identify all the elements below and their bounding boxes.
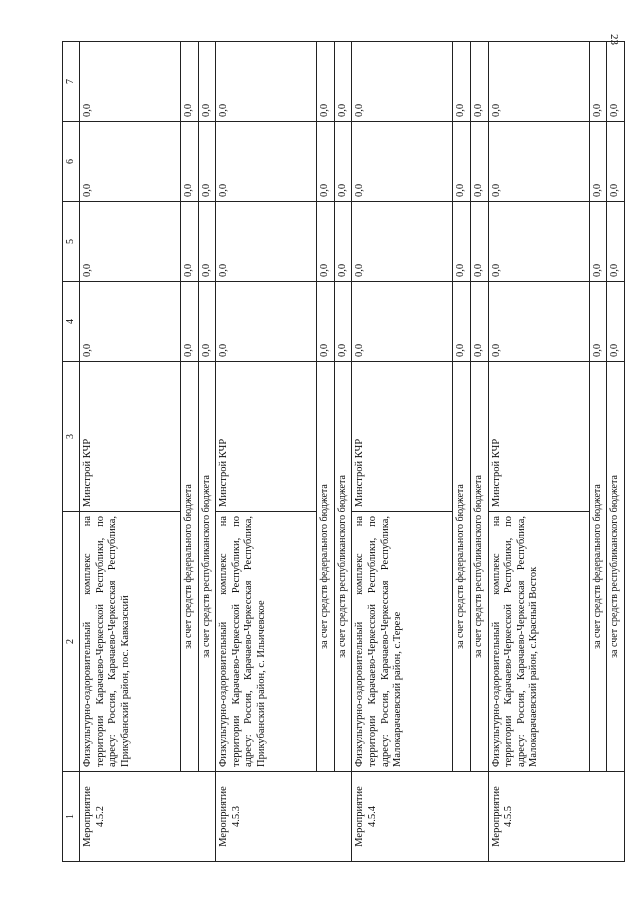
header-cell: 1 [63, 772, 80, 862]
measure-row [488, 42, 589, 862]
federal-budget-label: за счет средств федерального бюджета [453, 362, 471, 772]
value-cell: 0,0 [488, 202, 589, 282]
value-cell: 0,0 [216, 122, 317, 202]
value-cell: 0,0 [198, 202, 216, 282]
federal-budget-row [589, 42, 607, 862]
federal-budget-row [453, 42, 471, 862]
republican-budget-label: за счет средств республиканского бюджета [470, 362, 488, 772]
value-cell: 0,0 [470, 122, 488, 202]
value-cell: 0,0 [317, 42, 335, 122]
value-cell: 0,0 [352, 42, 453, 122]
measure-description-cell: Физкультурно-оздоровительный комплекс на территории Карачаево-Черкесской Республики, по адресу: Россия, Карачаево-Черкесская Республика, Малокарачаевский район, с.Терезе [352, 512, 453, 772]
value-cell: 0,0 [589, 42, 607, 122]
value-cell: 0,0 [80, 202, 181, 282]
federal-budget-label: за счет средств федерального бюджета [181, 362, 199, 772]
value-cell: 0,0 [334, 122, 352, 202]
value-cell: 0,0 [198, 122, 216, 202]
value-cell: 0,0 [181, 42, 199, 122]
executor-cell: Минстрой КЧР [488, 362, 589, 512]
value-cell: 0,0 [488, 282, 589, 362]
value-cell: 0,0 [607, 282, 625, 362]
value-cell: 0,0 [198, 42, 216, 122]
value-cell: 0,0 [181, 122, 199, 202]
federal-budget-label: за счет средств федерального бюджета [589, 362, 607, 772]
value-cell: 0,0 [607, 42, 625, 122]
federal-budget-row [317, 42, 335, 862]
measure-id-cell: Мероприятие 4.5.3 [216, 772, 352, 862]
federal-budget-row [181, 42, 199, 862]
value-cell: 0,0 [317, 282, 335, 362]
republican-budget-label: за счет средств республиканского бюджета [198, 362, 216, 772]
republican-budget-label: за счет средств республиканского бюджета [334, 362, 352, 772]
rotated-table-container [62, 42, 621, 862]
measure-id-cell: Мероприятие 4.5.2 [80, 772, 216, 862]
republican-budget-label: за счет средств республиканского бюджета [607, 362, 625, 772]
value-cell: 0,0 [470, 282, 488, 362]
budget-table [62, 41, 625, 862]
value-cell: 0,0 [198, 282, 216, 362]
value-cell: 0,0 [216, 42, 317, 122]
value-cell: 0,0 [607, 202, 625, 282]
value-cell: 0,0 [317, 202, 335, 282]
value-cell: 0,0 [334, 282, 352, 362]
federal-budget-label: за счет средств федерального бюджета [317, 362, 335, 772]
value-cell: 0,0 [352, 122, 453, 202]
value-cell: 0,0 [334, 42, 352, 122]
header-cell: 6 [63, 122, 80, 202]
value-cell: 0,0 [589, 122, 607, 202]
measure-id-cell: Мероприятие 4.5.5 [488, 772, 624, 862]
measure-row [216, 42, 317, 862]
republican-budget-row [198, 42, 216, 862]
value-cell: 0,0 [334, 202, 352, 282]
value-cell: 0,0 [589, 202, 607, 282]
value-cell: 0,0 [453, 202, 471, 282]
measure-row [352, 42, 453, 862]
measure-row [80, 42, 181, 862]
value-cell: 0,0 [80, 42, 181, 122]
executor-cell: Минстрой КЧР [80, 362, 181, 512]
header-cell: 5 [63, 202, 80, 282]
header-cell: 3 [63, 362, 80, 512]
value-cell: 0,0 [216, 202, 317, 282]
value-cell: 0,0 [352, 282, 453, 362]
executor-cell: Минстрой КЧР [352, 362, 453, 512]
measure-description-cell: Физкультурно-оздоровительный комплекс на территории Карачаево-Черкесской Республики, по адресу: Россия, Карачаево-Черкесская Республика, Прикубанский район, с. Ильичевское [216, 512, 317, 772]
measure-description-cell: Физкультурно-оздоровительный комплекс на территории Карачаево-Черкесской Республики, по адресу: Россия, Карачаево-Черкесская Республика, Прикубанский район, пос. Кавказский [80, 512, 181, 772]
measure-description-cell: Физкультурно-оздоровительный комплекс на территории Карачаево-Черкесской Республики, по адресу: Россия, Карачаево-Черкесская Республика, Малокарачаевский район, с.Красный Восток [488, 512, 589, 772]
executor-cell: Минстрой КЧР [216, 362, 317, 512]
value-cell: 0,0 [488, 42, 589, 122]
header-cell: 7 [63, 42, 80, 122]
value-cell: 0,0 [453, 282, 471, 362]
value-cell: 0,0 [317, 122, 335, 202]
header-row [63, 42, 80, 862]
value-cell: 0,0 [352, 202, 453, 282]
value-cell: 0,0 [470, 42, 488, 122]
republican-budget-row [607, 42, 625, 862]
value-cell: 0,0 [589, 282, 607, 362]
republican-budget-row [334, 42, 352, 862]
measure-id-cell: Мероприятие 4.5.4 [352, 772, 488, 862]
page-number: 23 [608, 34, 620, 45]
header-cell: 4 [63, 282, 80, 362]
value-cell: 0,0 [216, 282, 317, 362]
value-cell: 0,0 [453, 42, 471, 122]
value-cell: 0,0 [181, 202, 199, 282]
value-cell: 0,0 [80, 282, 181, 362]
value-cell: 0,0 [607, 122, 625, 202]
value-cell: 0,0 [80, 122, 181, 202]
value-cell: 0,0 [488, 122, 589, 202]
republican-budget-row [470, 42, 488, 862]
value-cell: 0,0 [453, 122, 471, 202]
header-cell: 2 [63, 512, 80, 772]
value-cell: 0,0 [470, 202, 488, 282]
value-cell: 0,0 [181, 282, 199, 362]
